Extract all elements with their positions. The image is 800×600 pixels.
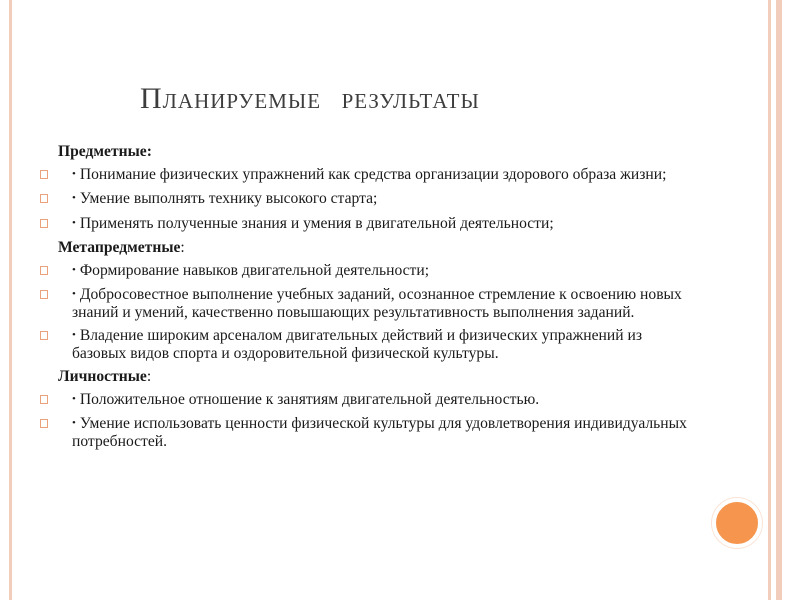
square-bullet-icon: [40, 395, 48, 404]
list-item: [40, 263, 700, 281]
list-item-text: Умение использовать ценности физической культуры для удовлетворения индивидуальных потребностей.: [72, 415, 687, 450]
list-item-text: Положительное отношение к занятиям двигательной деятельностью.: [79, 390, 540, 408]
list-item-text: Применять полученные знания и умения в двигательной деятельности;: [79, 214, 554, 232]
right-border-stripe-thin: [768, 0, 771, 600]
bullet-dot: •: [72, 167, 76, 180]
bullet-dot: •: [72, 288, 76, 300]
section-heading-meta: [40, 240, 700, 257]
list-item: [40, 216, 700, 234]
square-bullet-icon: [40, 266, 48, 275]
bullet-dot: •: [72, 216, 76, 229]
square-bullet-icon: [40, 194, 48, 203]
section-heading-label: Личностные: [58, 368, 147, 385]
list-item-text: Владение широким арсеналом двигательных действий и физических упражнений из базовых видов спорта и оздоровительной физической культуры.: [72, 327, 642, 362]
bullet-dot: •: [72, 192, 76, 204]
decorative-circle: [712, 498, 762, 548]
section-heading-label: Предметные:: [58, 143, 152, 160]
square-bullet-icon: [40, 170, 48, 179]
list-item: [40, 416, 700, 450]
section-heading-suffix: :: [180, 239, 185, 256]
square-bullet-icon: [40, 290, 48, 299]
list-item-text: Умение выполнять технику высокого старта;: [79, 190, 378, 207]
bullet-dot: •: [72, 417, 76, 429]
square-bullet-icon: [40, 419, 48, 428]
left-border-stripe: [9, 0, 12, 600]
square-bullet-icon: [40, 219, 48, 228]
bullet-dot: •: [72, 329, 76, 341]
bullet-dot: •: [72, 392, 76, 405]
list-item: [40, 191, 700, 209]
section-heading-label: Метапредметные: [58, 239, 181, 256]
list-item-text: Понимание физических упражнений как средства организации здорового образа жизни;: [79, 165, 667, 183]
list-item: [40, 287, 700, 321]
slide-content: [40, 142, 700, 457]
list-item-text: Добросовестное выполнение учебных заданий, осознанное стремление к освоению новых знаний и умений, качественно повышающих результативность выполнения заданий.: [72, 286, 682, 321]
list-item: [40, 328, 700, 362]
list-item: [40, 392, 700, 410]
bullet-dot: •: [72, 263, 76, 276]
slide-title: Планируемые результаты: [140, 82, 480, 115]
list-item: [40, 167, 700, 185]
right-border-stripe-thick: [776, 0, 782, 600]
square-bullet-icon: [40, 331, 48, 340]
list-item-text: Формирование навыков двигательной деятельности;: [79, 261, 430, 279]
section-heading-personal: [40, 369, 700, 386]
section-heading-subject: [40, 144, 700, 161]
section-heading-suffix: :: [146, 368, 152, 385]
